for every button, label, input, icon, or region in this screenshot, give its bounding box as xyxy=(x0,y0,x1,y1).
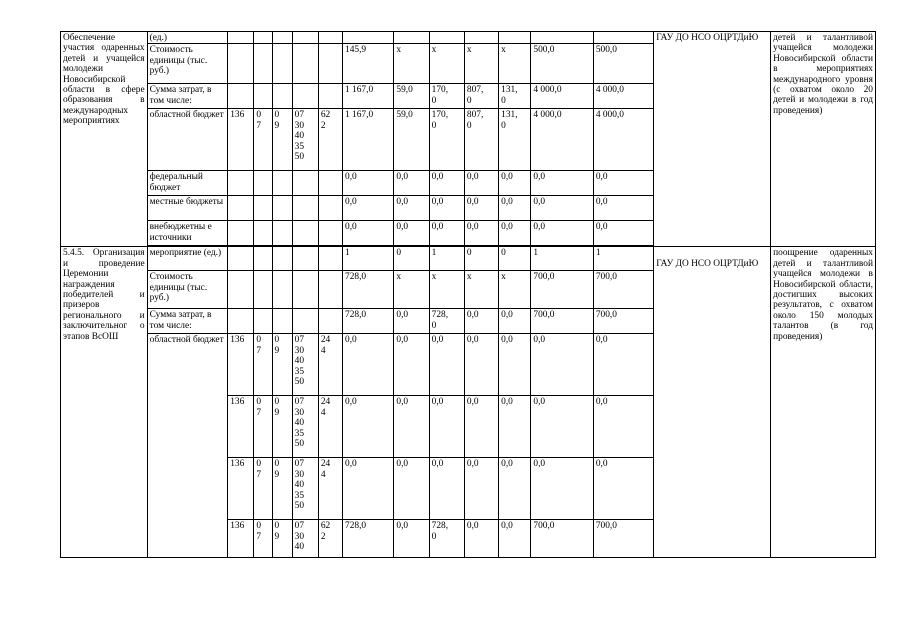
value-cell: 0,0 xyxy=(499,396,531,458)
code-cell: 07 30 40 35 50 xyxy=(292,109,318,171)
value-cell: 4 000,0 xyxy=(531,109,593,171)
value-cell: 0 xyxy=(499,247,531,271)
value-cell: 0,0 xyxy=(531,334,593,396)
value-cell: 728, 0 xyxy=(429,520,464,558)
code-cell: 0 7 xyxy=(254,458,272,520)
executor-cell: ГАУ ДО НСО ОЦРТДиЮ xyxy=(654,247,771,558)
code-cell: 0 7 xyxy=(254,334,272,396)
value-cell: 1 xyxy=(593,247,653,271)
value-cell: 0,0 xyxy=(499,221,531,246)
value-cell: 0,0 xyxy=(429,196,464,221)
value-cell: 0,0 xyxy=(593,334,653,396)
value-cell: 500,0 xyxy=(593,44,653,84)
value-cell: 0,0 xyxy=(429,221,464,246)
code-cell: 24 4 xyxy=(318,334,342,396)
value-cell: 1 167,0 xyxy=(343,109,394,171)
value-cell: 700,0 xyxy=(593,309,653,334)
value-cell: 0,0 xyxy=(394,171,429,196)
value-cell: 0,0 xyxy=(394,334,429,396)
value-cell: 700,0 xyxy=(531,520,593,558)
code-cell: 0 9 xyxy=(272,109,292,171)
value-cell: 0,0 xyxy=(464,196,498,221)
row-label: Стоимость единицы (тыс. руб.) xyxy=(147,44,228,84)
value-cell: 131, 0 xyxy=(499,109,531,171)
value-cell: 0,0 xyxy=(464,396,498,458)
value-cell: 0,0 xyxy=(394,520,429,558)
code-cell: 0 7 xyxy=(254,396,272,458)
table-row xyxy=(61,32,876,44)
value-cell: 0,0 xyxy=(499,334,531,396)
value-cell: 0,0 xyxy=(499,171,531,196)
value-cell: 500,0 xyxy=(531,44,593,84)
code-cell: 0 9 xyxy=(272,334,292,396)
executor-cell: ГАУ ДО НСО ОЦРТДиЮ xyxy=(654,32,771,247)
value-cell: 700,0 xyxy=(531,271,593,309)
value-cell: 59,0 xyxy=(394,109,429,171)
value-cell: 0 xyxy=(464,247,498,271)
row-label: внебюджетны е источники xyxy=(147,221,228,246)
code-cell: 07 30 40 35 50 xyxy=(292,334,318,396)
value-cell: 0,0 xyxy=(343,221,394,246)
value-cell: 0,0 xyxy=(531,396,593,458)
code-cell: 136 xyxy=(228,458,254,520)
measure-name-cell: 5.4.5. Организация и проведение Церемонии награждения победителей и призеров регионального и заключительног о этапов ВсОШ xyxy=(61,247,148,558)
value-cell: х xyxy=(464,44,498,84)
value-cell: 0,0 xyxy=(593,171,653,196)
code-cell: 07 30 40 xyxy=(292,520,318,558)
value-cell: 0,0 xyxy=(593,458,653,520)
result-cell: детей и талантливой учащейся молодежи Новосибирской области в мероприятиях международного уровня (с охватом около 20 детей и молодежи в год проведения) xyxy=(771,32,876,247)
value-cell: 728,0 xyxy=(343,309,394,334)
value-cell: 728,0 xyxy=(343,271,394,309)
row-label: областной бюджет xyxy=(147,334,228,558)
value-cell: 700,0 xyxy=(593,271,653,309)
value-cell: 0,0 xyxy=(394,221,429,246)
value-cell: х xyxy=(429,271,464,309)
table-row xyxy=(61,247,876,271)
value-cell: 0,0 xyxy=(343,171,394,196)
value-cell: 0 xyxy=(394,247,429,271)
code-cell: 136 xyxy=(228,109,254,171)
row-label: местные бюджеты xyxy=(147,196,228,221)
value-cell: 0,0 xyxy=(464,221,498,246)
budget-table xyxy=(60,31,876,558)
value-cell: 0,0 xyxy=(394,458,429,520)
value-cell: 0,0 xyxy=(531,458,593,520)
value-cell: х xyxy=(499,271,531,309)
value-cell: 807, 0 xyxy=(464,84,498,109)
value-cell: 0,0 xyxy=(429,171,464,196)
value-cell: 0,0 xyxy=(593,221,653,246)
code-cell: 07 30 40 35 50 xyxy=(292,396,318,458)
value-cell: 0,0 xyxy=(499,458,531,520)
value-cell: 0,0 xyxy=(531,171,593,196)
value-cell: х xyxy=(499,44,531,84)
code-cell: 136 xyxy=(228,520,254,558)
value-cell: 0,0 xyxy=(429,396,464,458)
value-cell: 0,0 xyxy=(464,309,498,334)
code-cell: 24 4 xyxy=(318,396,342,458)
code-cell: 0 9 xyxy=(272,396,292,458)
value-cell: 145,9 xyxy=(343,44,394,84)
value-cell: 728,0 xyxy=(343,520,394,558)
row-label: Сумма затрат, в том числе: xyxy=(147,84,228,109)
value-cell: 4 000,0 xyxy=(531,84,593,109)
value-cell: 0,0 xyxy=(343,196,394,221)
value-cell: 728, 0 xyxy=(429,309,464,334)
value-cell: 0,0 xyxy=(394,309,429,334)
value-cell: х xyxy=(429,44,464,84)
measure-name-cell: Обеспечение участия одаренных детей и учащейся молодежи Новосибирской области в сфере образования в международных мероприятиях xyxy=(61,32,148,247)
code-cell: 0 7 xyxy=(254,520,272,558)
value-cell: 0,0 xyxy=(464,520,498,558)
value-cell: 700,0 xyxy=(531,309,593,334)
code-cell: 0 9 xyxy=(272,520,292,558)
value-cell: 4 000,0 xyxy=(593,109,653,171)
value-cell: 131, 0 xyxy=(499,84,531,109)
row-label: областной бюджет xyxy=(147,109,228,171)
value-cell: 0,0 xyxy=(429,334,464,396)
code-cell: 62 2 xyxy=(318,520,342,558)
value-cell: х xyxy=(394,271,429,309)
value-cell: 700,0 xyxy=(593,520,653,558)
value-cell: 1 xyxy=(531,247,593,271)
code-cell: 24 4 xyxy=(318,458,342,520)
value-cell: 0,0 xyxy=(499,520,531,558)
result-cell: поощрение одаренных детей и талантливой учащейся молодежи в Новосибирской области, достигших высоких результатов, с охватом около 150 молодых талантов (в год проведения) xyxy=(771,247,876,558)
value-cell: 0,0 xyxy=(343,334,394,396)
value-cell: 0,0 xyxy=(394,196,429,221)
value-cell: 0,0 xyxy=(429,458,464,520)
value-cell: 0,0 xyxy=(343,396,394,458)
row-label: (ед.) xyxy=(147,32,228,44)
value-cell: 0,0 xyxy=(499,309,531,334)
value-cell: 4 000,0 xyxy=(593,84,653,109)
row-label: Сумма затрат, в том числе: xyxy=(147,309,228,334)
code-cell: 07 30 40 35 50 xyxy=(292,458,318,520)
value-cell: 807, 0 xyxy=(464,109,498,171)
value-cell: х xyxy=(394,44,429,84)
row-label: мероприятие (ед.) xyxy=(147,247,228,271)
value-cell: 0,0 xyxy=(593,396,653,458)
value-cell: 59,0 xyxy=(394,84,429,109)
value-cell: 0,0 xyxy=(464,458,498,520)
value-cell: 0,0 xyxy=(343,458,394,520)
value-cell: 0,0 xyxy=(593,196,653,221)
value-cell: 1 167,0 xyxy=(343,84,394,109)
value-cell: 170, 0 xyxy=(429,84,464,109)
code-cell: 62 2 xyxy=(318,109,342,171)
value-cell: 0,0 xyxy=(531,196,593,221)
value-cell: х xyxy=(464,271,498,309)
value-cell: 0,0 xyxy=(499,196,531,221)
value-cell: 1 xyxy=(429,247,464,271)
row-label: федеральный бюджет xyxy=(147,171,228,196)
value-cell: 1 xyxy=(343,247,394,271)
value-cell: 0,0 xyxy=(464,334,498,396)
value-cell: 170, 0 xyxy=(429,109,464,171)
value-cell: 0,0 xyxy=(531,221,593,246)
code-cell: 136 xyxy=(228,334,254,396)
value-cell: 0,0 xyxy=(464,171,498,196)
code-cell: 0 7 xyxy=(254,109,272,171)
code-cell: 0 9 xyxy=(272,458,292,520)
row-label: Стоимость единицы (тыс. руб.) xyxy=(147,271,228,309)
code-cell: 136 xyxy=(228,396,254,458)
value-cell: 0,0 xyxy=(394,396,429,458)
